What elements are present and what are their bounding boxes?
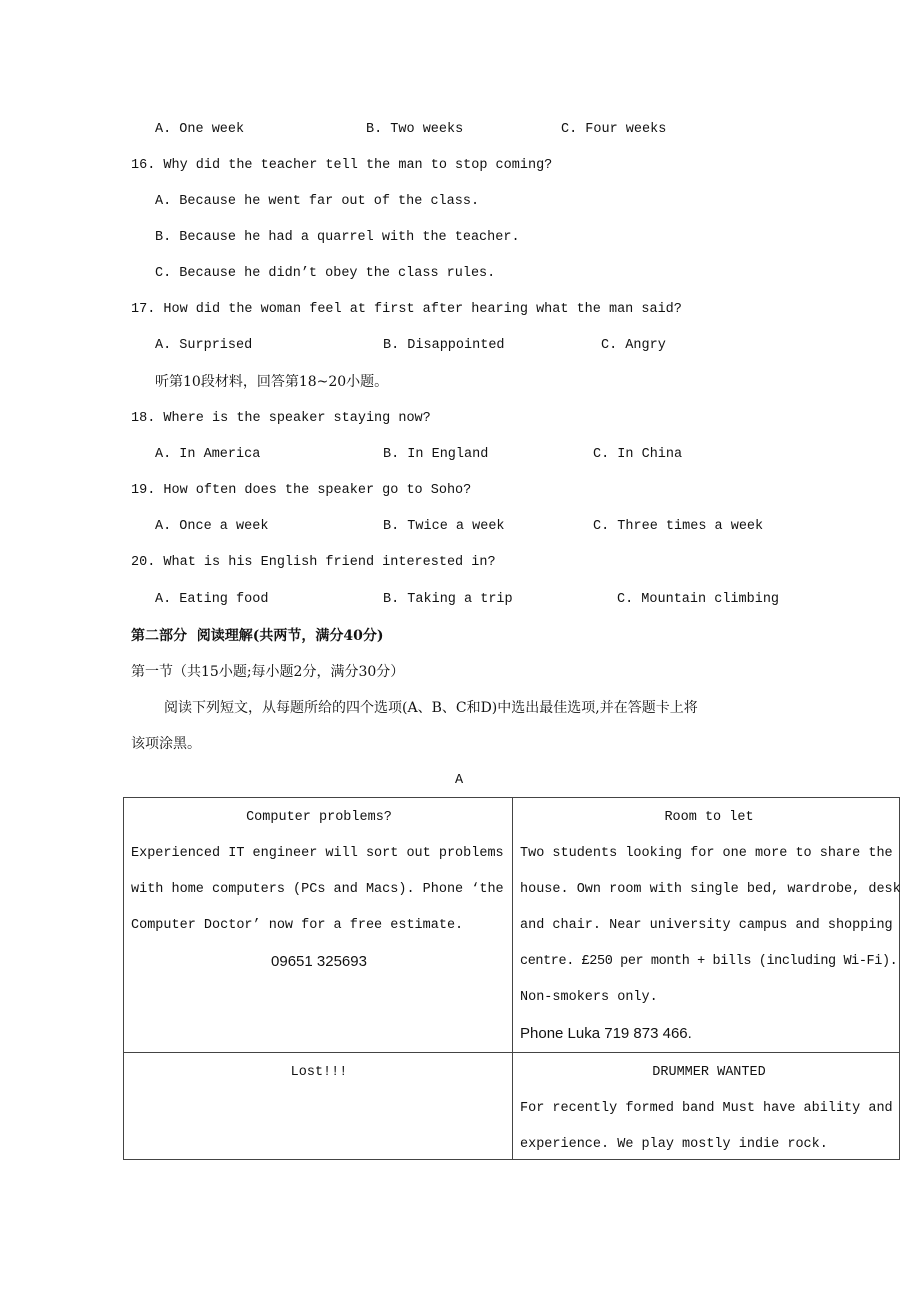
q15-option-a: A. One week	[155, 122, 245, 137]
q15-option-b: B. Two weeks	[366, 122, 464, 137]
ad-phone: 09651 325693	[271, 953, 367, 970]
q18-option-b: B. In England	[383, 447, 489, 462]
q19-option-b: B. Twice a week	[383, 519, 505, 534]
ad-line: Experienced IT engineer will sort out problems	[131, 846, 504, 861]
q18-option-a: A. In America	[155, 447, 261, 462]
ad-lost	[131, 1055, 507, 1091]
instructions-line-1: 阅读下列短文，从每题所给的四个选项(A、B、C和D)中选出最佳选项,并在答题卡上将	[164, 700, 698, 716]
ad-line: centre. £250 per month + bills (including Wi-Fi).	[520, 954, 898, 969]
q17-question: 17. How did the woman feel at first after hearing what the man said?	[131, 302, 682, 317]
ad-line: Non-smokers only.	[520, 990, 658, 1005]
part2-heading: 第二部分 阅读理解(共两节，满分40分)	[131, 628, 384, 644]
q19-option-c: C. Three times a week	[593, 519, 764, 534]
ad-title: DRUMMER WANTED	[652, 1065, 766, 1080]
q16-option-b: B. Because he had a quarrel with the teacher.	[155, 230, 520, 245]
ad-line: Two students looking for one more to share the	[520, 846, 893, 861]
q16-question: 16. Why did the teacher tell the man to stop coming?	[131, 158, 553, 173]
q18-question: 18. Where is the speaker staying now?	[131, 411, 431, 426]
q20-question: 20. What is his English friend interested in?	[131, 555, 496, 570]
ad-line: and chair. Near university campus and shopping	[520, 918, 893, 933]
ad-title: Lost!!!	[290, 1065, 348, 1080]
table-divider	[512, 798, 513, 1159]
instructions-line-2: 该项涂黑。	[131, 736, 201, 752]
q16-option-a: A. Because he went far out of the class.	[155, 194, 480, 209]
q16-option-c: C. Because he didn’t obey the class rules.	[155, 266, 496, 281]
ad-line: with home computers (PCs and Macs). Phone ‘the	[131, 882, 504, 897]
q19-option-a: A. Once a week	[155, 519, 269, 534]
ads-table	[123, 797, 900, 1160]
ad-title: Room to let	[664, 810, 754, 825]
q20-option-a: A. Eating food	[155, 592, 269, 607]
passage-label: A	[455, 773, 464, 788]
q18-option-c: C. In China	[593, 447, 683, 462]
q17-option-c: C. Angry	[601, 338, 666, 353]
ad-drummer	[520, 1055, 898, 1163]
ad-line: Computer Doctor’ now for a free estimate.	[131, 918, 464, 933]
q17-option-b: B. Disappointed	[383, 338, 505, 353]
ad-line: For recently formed band Must have ability and	[520, 1101, 893, 1116]
q20-option-c: C. Mountain climbing	[617, 592, 780, 607]
q20-option-b: B. Taking a trip	[383, 592, 513, 607]
q17-option-a: A. Surprised	[155, 338, 253, 353]
ad-phone: Phone Luka 719 873 466.	[520, 1025, 692, 1042]
ad-room	[520, 800, 901, 1052]
section1-heading: 第一节（共15小题;每小题2分，满分30分）	[131, 664, 405, 680]
q15-option-c: C. Four weeks	[561, 122, 667, 137]
ad-computer	[131, 800, 507, 980]
section-10-instruction: 听第10段材料，回答第18~20小题。	[155, 374, 389, 390]
ad-line: experience. We play mostly indie rock.	[520, 1137, 828, 1152]
table-divider	[124, 1052, 899, 1053]
ad-title: Computer problems?	[246, 810, 392, 825]
ad-line: house. Own room with single bed, wardrobe, desk	[520, 882, 901, 897]
q19-question: 19. How often does the speaker go to Soho?	[131, 483, 472, 498]
